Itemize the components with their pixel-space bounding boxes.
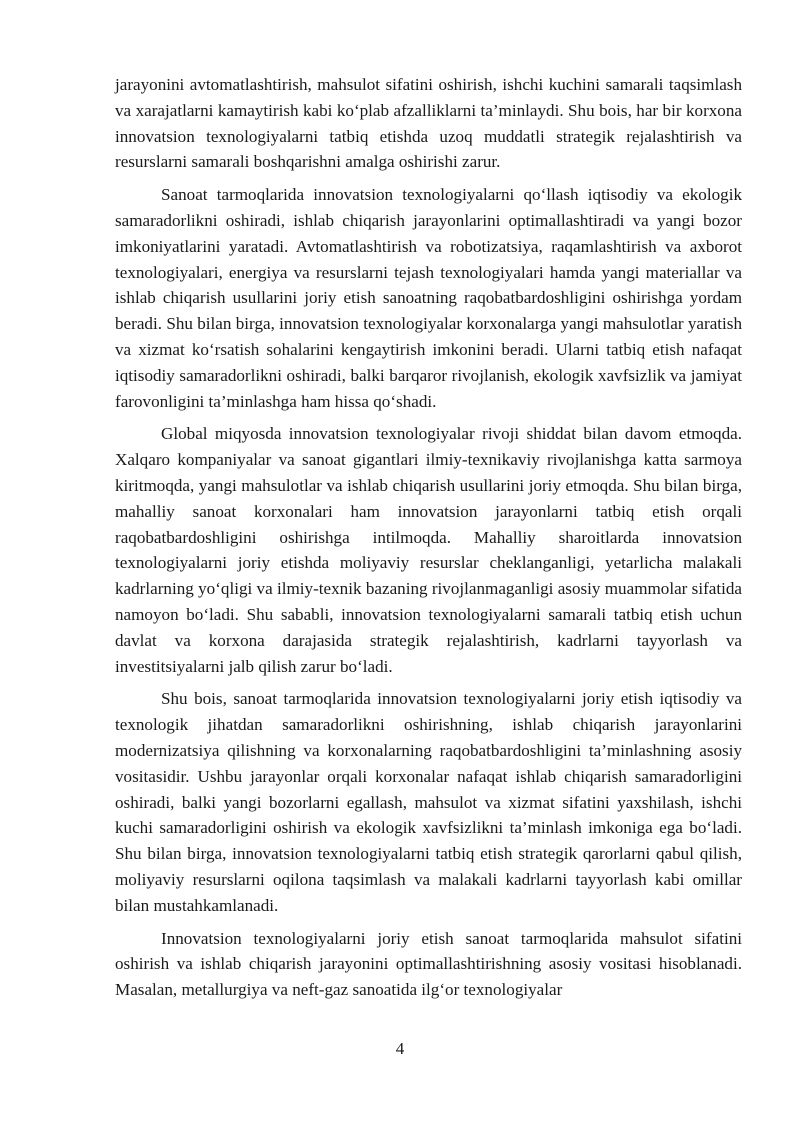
document-page — [115, 72, 742, 1010]
paragraph-product-quality: Innovatsion texnologiyalarni joriy etish sanoat tarmoqlarida mahsulot sifatini oshirish va ishlab chiqarish jarayonini optimallashtirishning asosiy vositasi hisoblanadi. Masalan, metallurgiya va neft-gaz sanoatida ilg‘or texnologiyalar — [115, 928, 742, 1000]
paragraph-global-scale: Global miqyosda innovatsion texnologiyalar rivoji shiddat bilan davom etmoqda. Xalqaro kompaniyalar va sanoat gigantlari ilmiy-texnikaviy rivojlanishga katta sarmoya kiritmoqda, yangi mahsulotlar va ishlab chiqarish usullarini joriy etmoqda. Shu bilan birga, mahalliy sanoat korxonalari ham innovatsion jarayonlarni tatbiq etish orqali raqobatbardoshligini oshirishga intilmoqda. Mahalliy sharoitlarda innovatsion texnologiyalarni joriy etishda moliyaviy resurslar cheklanganligi, yetarlicha malakali kadrlarning yo‘qligi va ilmiy-texnik bazaning rivojlanmaganligi asosiy muammolar sifatida namoyon bo‘ladi. Shu sababli, innovatsion texnologiyalarni samarali tatbiq etish uchun davlat va korxona darajasida strategik rejalashtirish, kadrlarni tayyorlash va investitsiyalarni jalb qilish zarur bo‘ladi. — [115, 424, 742, 676]
paragraph-continuation: jarayonini avtomatlashtirish, mahsulot sifatini oshirish, ishchi kuchini samarali taqsimlash va xarajatlarni kamaytirish kabi ko‘plab afzalliklarni ta’minlaydi. Shu bois, har bir korxona innovatsion texnologiyalarni tatbiq etishda uzoq muddatli strategik rejalashtirish va resurslarni samarali boshqarishni amalga oshirishi zarur. — [115, 75, 742, 172]
paragraph-industry-innovation: Sanoat tarmoqlarida innovatsion texnologiyalarni qo‘llash iqtisodiy va ekologik samaradorlikni oshiradi, ishlab chiqarish jarayonlarini optimallashtiradi va yangi bozor imkoniyatlarini yaratadi. Avtomatlashtirish va robotizatsiya, raqamlashtirish va axborot texnologiyalari, energiya va resurslarni tejash texnologiyalari hamda yangi materiallar va ishlab chiqarish usullarini joriy etish sanoatning raqobatbardoshligini oshirishga yordam beradi. Shu bilan birga, innovatsion texnologiyalar korxonalarga yangi mahsulotlar yaratish va xizmat ko‘rsatish sohalarini kengaytirish imkonini beradi. Ularni tatbiq etish nafaqat iqtisodiy samaradorlikni oshiradi, balki barqaror rivojlanish, ekologik xavfsizlik va jamiyat farovonligini ta’minlashga ham hissa qo‘shadi. — [115, 185, 742, 411]
page-number: 4 — [395, 1039, 405, 1058]
paragraph-conclusion: Shu bois, sanoat tarmoqlarida innovatsion texnologiyalarni joriy etish iqtisodiy va texnologik jihatdan samaradorlikni oshirishning, ishlab chiqarish jarayonlarini modernizatsiya qilishning va korxonalarning raqobatbardoshligini ta’minlashning asosiy vositasidir. Ushbu jarayonlar orqali korxonalar nafaqat ishlab chiqarish samaradorligini oshiradi, balki yangi bozorlarni egallash, mahsulot va xizmat sifatini yaxshilash, ishchi kuchi samaradorligini oshirish va ekologik xavfsizlikni ta’minlash imkoniga ega bo‘ladi. Shu bilan birga, innovatsion texnologiyalarni tatbiq etish strategik qarorlarni qabul qilish, moliyaviy resurslarni oqilona taqsimlash va malakali kadrlarni tayyorlash kabi omillar bilan mustahkamlanadi. — [115, 689, 742, 915]
